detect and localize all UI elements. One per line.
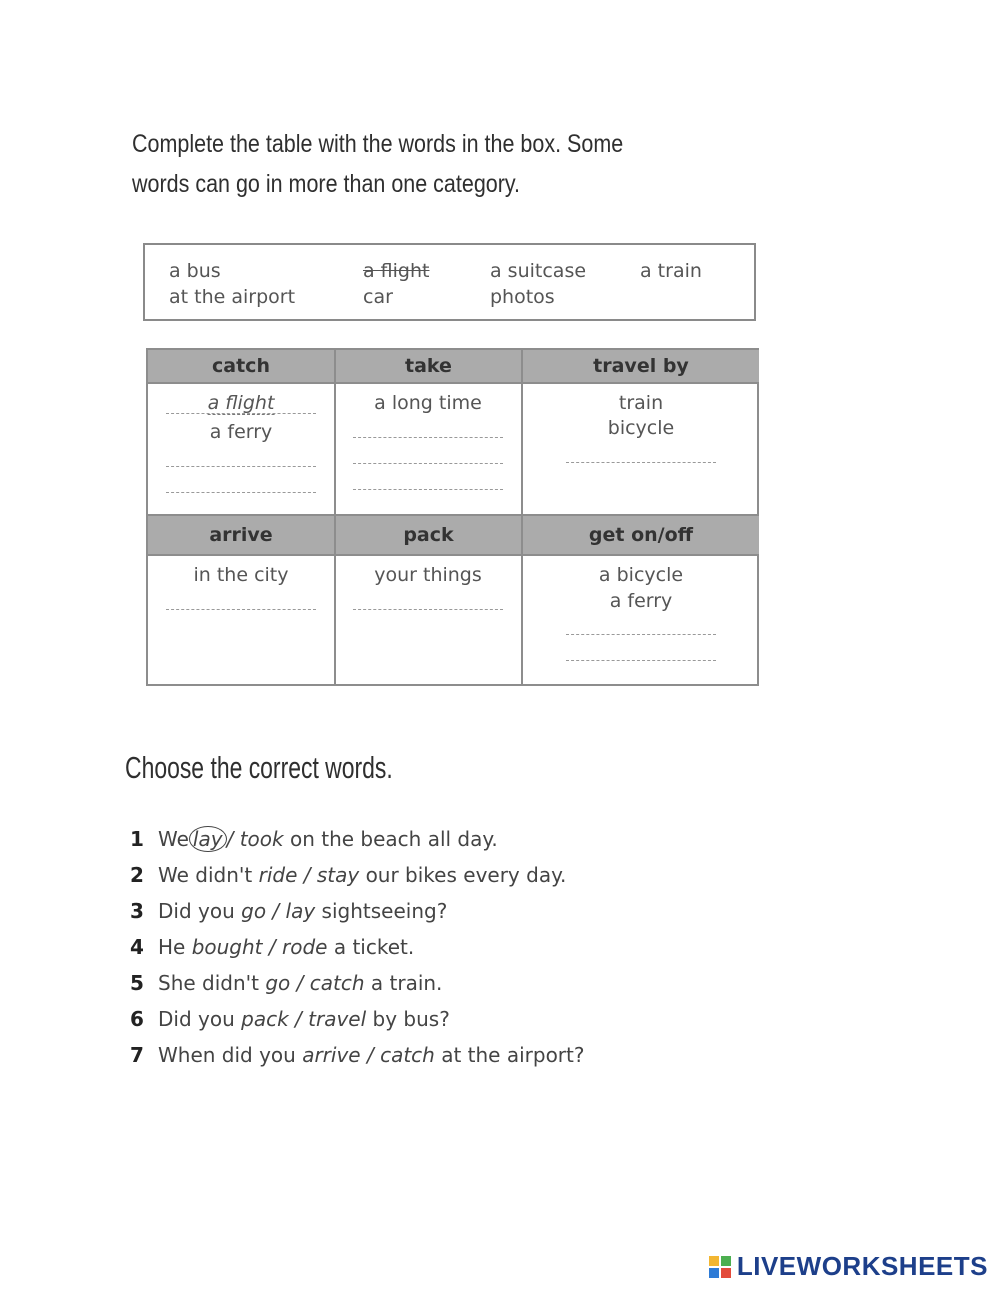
question-number: 1 [130, 827, 144, 851]
question-number: 2 [130, 863, 144, 887]
logo-text: LIVEWORKSHEETS [736, 1251, 988, 1281]
pack-item-your-things: your things [374, 564, 482, 586]
word-car: car [363, 286, 393, 308]
question-1: 1 We lay / took on the beach all day. [130, 827, 498, 851]
option[interactable]: arrive [302, 1043, 361, 1067]
question-number: 5 [130, 971, 144, 995]
logo-square [721, 1256, 731, 1266]
header-catch: catch [148, 350, 334, 382]
word-box [143, 243, 756, 321]
instruction-line-2: words can go in more than one category. [132, 170, 521, 198]
table-divider [148, 514, 757, 516]
option[interactable]: bought [191, 935, 263, 959]
table-divider [521, 350, 523, 684]
question-number: 4 [130, 935, 144, 959]
option[interactable]: catch [309, 971, 365, 995]
liveworksheets-logo [709, 1251, 988, 1282]
option[interactable]: travel [308, 1007, 367, 1031]
option[interactable]: lay [285, 899, 316, 923]
catch-item-a-ferry: a ferry [209, 421, 273, 443]
category-table [146, 348, 759, 686]
option[interactable]: took [239, 827, 284, 851]
word-a-bus: a bus [169, 260, 221, 282]
option[interactable]: catch [380, 1043, 435, 1067]
logo-square [709, 1256, 719, 1266]
answer-blank-catch-2[interactable] [166, 492, 316, 493]
answer-blank-arrive-1[interactable] [166, 609, 316, 610]
question-number: 3 [130, 899, 144, 923]
get-on-off-item-a-bicycle: a bicycle [598, 564, 684, 586]
exercise2-title: Choose the correct words. [125, 750, 393, 785]
header-pack: pack [336, 516, 521, 554]
word-a-suitcase: a suitcase [490, 260, 587, 282]
question-3: 3 Did you go / lay sightseeing? [130, 899, 448, 923]
header-take: take [336, 350, 521, 382]
logo-square [721, 1268, 731, 1278]
question-6: 6 Did you pack / travel by bus? [130, 1007, 450, 1031]
option[interactable]: go [265, 971, 291, 995]
question-number: 7 [130, 1043, 144, 1067]
word-a-train: a train [640, 260, 702, 282]
take-item-a-long-time: a long time [374, 392, 482, 414]
question-4: 4 He bought / rode a ticket. [130, 935, 415, 959]
answer-blank-catch-1[interactable] [166, 466, 316, 467]
answer-blank-get-on-off-1[interactable] [566, 634, 716, 635]
option[interactable]: stay [316, 863, 360, 887]
header-travel-by: travel by [523, 350, 759, 382]
question-7: 7 When did you arrive / catch at the airport? [130, 1043, 585, 1067]
option[interactable]: ride [258, 863, 298, 887]
answer-blank-take-2[interactable] [353, 463, 503, 464]
question-number: 6 [130, 1007, 144, 1031]
question-2: 2 We didn't ride / stay our bikes every day. [130, 863, 567, 887]
answer-blank-get-on-off-2[interactable] [566, 660, 716, 661]
option[interactable]: rode [282, 935, 328, 959]
arrive-item-in-the-city: in the city [193, 564, 289, 586]
exercise1-instruction [132, 124, 624, 204]
option-circled[interactable]: lay [189, 826, 227, 852]
option[interactable]: go [241, 899, 267, 923]
header-get-on-off: get on/off [523, 516, 759, 554]
travel-by-item-bicycle: bicycle [607, 417, 675, 439]
header-arrive: arrive [148, 516, 334, 554]
get-on-off-item-a-ferry: a ferry [609, 590, 673, 612]
option[interactable]: pack [241, 1007, 289, 1031]
answer-blank-pack-1[interactable] [353, 609, 503, 610]
logo-square [709, 1268, 719, 1278]
answer-blank-travel-by-1[interactable] [566, 462, 716, 463]
answer-blank-take-3[interactable] [353, 489, 503, 490]
question-5: 5 She didn't go / catch a train. [130, 971, 443, 995]
instruction-line-1: Complete the table with the words in the box. Some [132, 130, 624, 158]
answer-blank-take-1[interactable] [353, 437, 503, 438]
table-divider [148, 382, 757, 384]
answer-line-catch-example [166, 413, 316, 414]
travel-by-item-train: train [618, 392, 664, 414]
word-a-flight-crossed: a flight [363, 260, 430, 282]
catch-example-a-flight: a flight [207, 392, 275, 414]
word-photos: photos [490, 286, 555, 308]
liveworksheets-logo-icon [709, 1256, 731, 1278]
table-divider [148, 554, 757, 556]
word-at-the-airport: at the airport [169, 286, 296, 308]
table-divider [334, 350, 336, 684]
